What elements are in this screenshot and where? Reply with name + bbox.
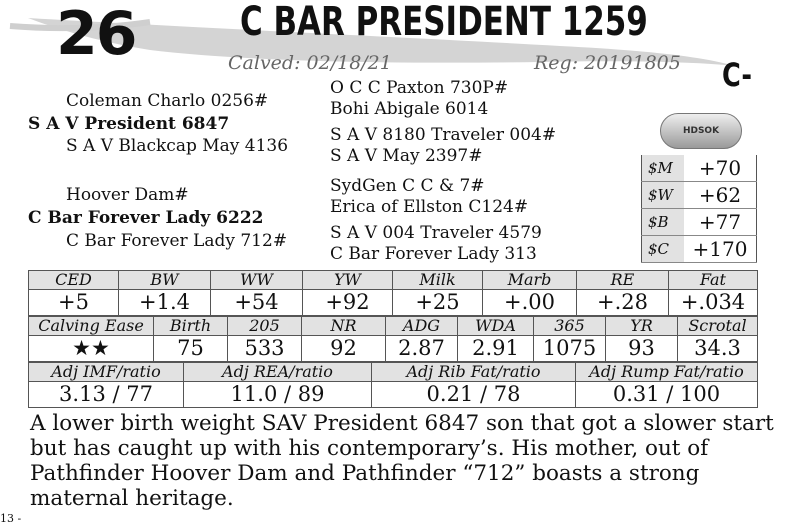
epd-value: +54 xyxy=(211,290,303,316)
ultrasound-header: Adj Rib Fat/ratio xyxy=(372,363,576,382)
performance-header: Birth xyxy=(154,317,228,336)
ultrasound-header: Adj Rump Fat/ratio xyxy=(576,363,758,382)
pedigree-sire-sire: Coleman Charlo 0256# xyxy=(66,91,269,111)
performance-header: Calving Ease xyxy=(29,317,154,336)
calved-date: Calved: 02/18/21 xyxy=(228,52,392,74)
grade-label: C- xyxy=(722,56,752,94)
lot-number: 26 xyxy=(56,0,136,69)
performance-header: 205 xyxy=(228,317,302,336)
pedigree-gp-7: S A V 004 Traveler 4579 xyxy=(330,223,542,243)
performance-header: YR xyxy=(606,317,678,336)
epd-header: CED xyxy=(29,271,119,290)
index-value: +77 xyxy=(684,209,757,236)
ultrasound-value: 0.31 / 100 xyxy=(576,382,758,408)
ultrasound-header: Adj REA/ratio xyxy=(184,363,372,382)
pedigree-gp-5: SydGen C C & 7# xyxy=(330,176,485,196)
pedigree-gp-1: O C C Paxton 730P# xyxy=(330,78,509,98)
pedigree-gp-4: S A V May 2397# xyxy=(330,146,483,166)
performance-header: NR xyxy=(302,317,386,336)
pedigree-gp-8: C Bar Forever Lady 313 xyxy=(330,244,537,264)
epd-table xyxy=(28,270,758,316)
performance-header: Scrotal xyxy=(678,317,758,336)
calving-ease-stars: ★★ xyxy=(29,336,154,362)
registration-number: Reg: 20191805 xyxy=(534,52,681,74)
epd-value: +25 xyxy=(393,290,483,316)
index-label: $M xyxy=(642,155,685,182)
pedigree-sire-dam: S A V Blackcap May 4136 xyxy=(66,136,289,156)
pedigree-sire: S A V President 6847 xyxy=(28,114,230,134)
pedigree-dam: C Bar Forever Lady 6222 xyxy=(28,208,264,228)
index-label: $B xyxy=(642,209,685,236)
hd50k-logo: HDSOK xyxy=(660,113,742,149)
performance-header: ADG xyxy=(386,317,458,336)
epd-value: +1.4 xyxy=(119,290,211,316)
epd-value: +92 xyxy=(303,290,393,316)
performance-table xyxy=(28,316,758,362)
epd-value: +.00 xyxy=(483,290,577,316)
index-value: +62 xyxy=(684,182,757,209)
ultrasound-value: 11.0 / 89 xyxy=(184,382,372,408)
performance-value: 93 xyxy=(606,336,678,362)
performance-value: 533 xyxy=(228,336,302,362)
pedigree-dam-dam: C Bar Forever Lady 712# xyxy=(66,231,288,251)
index-value: +70 xyxy=(684,155,757,182)
ultrasound-value: 0.21 / 78 xyxy=(372,382,576,408)
ultrasound-header: Adj IMF/ratio xyxy=(29,363,184,382)
epd-header: Fat xyxy=(669,271,758,290)
performance-value: 34.3 xyxy=(678,336,758,362)
index-value: +170 xyxy=(684,236,757,263)
performance-value: 75 xyxy=(154,336,228,362)
epd-value: +.28 xyxy=(577,290,669,316)
epd-header: Marb xyxy=(483,271,577,290)
epd-header: YW xyxy=(303,271,393,290)
index-label: $W xyxy=(642,182,685,209)
epd-header: BW xyxy=(119,271,211,290)
performance-value: 92 xyxy=(302,336,386,362)
pedigree-dam-sire: Hoover Dam# xyxy=(66,185,189,205)
index-table xyxy=(641,155,757,263)
epd-value: +5 xyxy=(29,290,119,316)
ultrasound-table xyxy=(28,362,758,408)
pedigree-gp-6: Erica of Ellston C124# xyxy=(330,197,529,217)
performance-value: 2.87 xyxy=(386,336,458,362)
epd-value: +.034 xyxy=(669,290,758,316)
pedigree-gp-3: S A V 8180 Traveler 004# xyxy=(330,125,557,145)
performance-value: 2.91 xyxy=(458,336,534,362)
page-number: 13 - xyxy=(0,512,22,525)
performance-value: 1075 xyxy=(534,336,606,362)
epd-header: WW xyxy=(211,271,303,290)
epd-header: RE xyxy=(577,271,669,290)
index-label: $C xyxy=(642,236,685,263)
performance-header: WDA xyxy=(458,317,534,336)
performance-header: 365 xyxy=(534,317,606,336)
description-text: A lower birth weight SAV President 6847 son that got a slower start but has caught up with his contemporary’s. His mother, out of Pathfinder Hoover Dam and Pathfinder “712” boasts a strong maternal heritage. xyxy=(30,411,774,511)
animal-name: C BAR PRESIDENT 1259 xyxy=(240,0,648,45)
epd-header: Milk xyxy=(393,271,483,290)
pedigree-gp-2: Bohi Abigale 6014 xyxy=(330,99,489,119)
ultrasound-value: 3.13 / 77 xyxy=(29,382,184,408)
